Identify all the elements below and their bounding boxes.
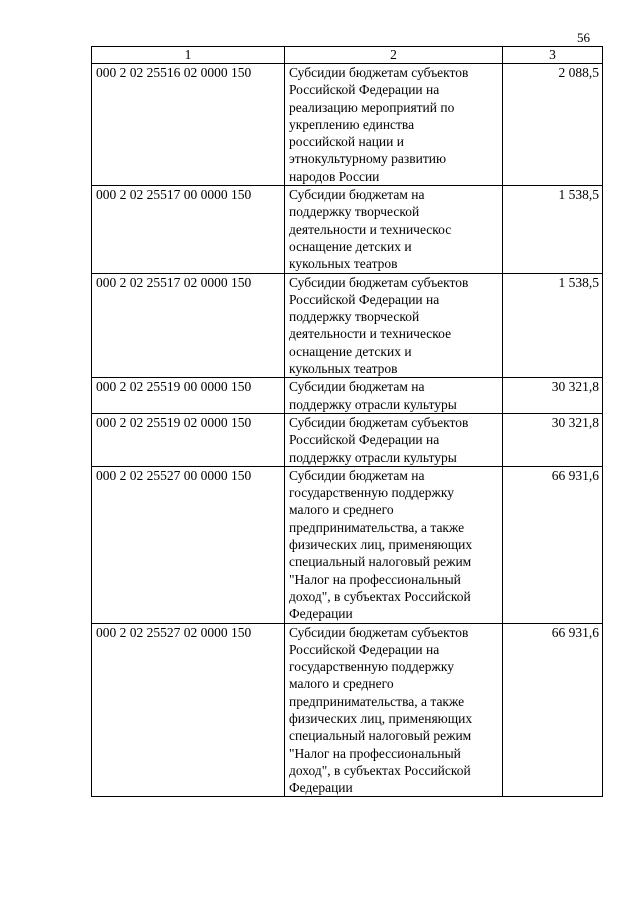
description-line: поддержку творческой xyxy=(289,204,420,220)
description-line: Российской Федерации на xyxy=(289,432,440,448)
description-line: малого и среднего xyxy=(289,502,394,518)
description-line: физических лиц, применяющих xyxy=(289,710,473,726)
description-line: "Налог на профессиональный xyxy=(289,571,461,587)
description-line: Субсидии бюджетам субъектов xyxy=(289,274,469,290)
description-line: государственную поддержку xyxy=(289,485,454,501)
column-header-name: 2 xyxy=(285,47,503,64)
budget-classification-code: 000 2 02 25517 02 0000 150 xyxy=(92,273,285,378)
description-line: Субсидии бюджетам субъектов xyxy=(289,414,469,430)
amount-value: 30 321,8 xyxy=(503,413,603,466)
description-line: этнокультурному развитию xyxy=(289,151,447,167)
budget-classification-code: 000 2 02 25517 00 0000 150 xyxy=(92,186,285,273)
amount-value: 30 321,8 xyxy=(503,378,603,414)
revenue-description xyxy=(285,273,503,378)
description-line: предпринимательства, а также xyxy=(289,519,465,535)
description-line: доход", в субъектах Российской xyxy=(289,762,471,778)
table-row xyxy=(92,413,603,466)
description-line: Российской Федерации на xyxy=(289,82,440,98)
description-line: специальный налоговый режим xyxy=(289,554,472,570)
table-row xyxy=(92,64,603,186)
description-line: деятельности и техническос xyxy=(289,221,452,237)
revenue-description xyxy=(285,413,503,466)
amount-value: 1 538,5 xyxy=(503,186,603,273)
revenue-description xyxy=(285,623,503,797)
description-line: государственную поддержку xyxy=(289,659,454,675)
column-header-code: 1 xyxy=(92,47,285,64)
amount-value: 66 931,6 xyxy=(503,466,603,623)
description-line: Субсидии бюджетам субъектов xyxy=(289,65,469,80)
description-line: поддержку отрасли культуры xyxy=(289,449,457,465)
table-row xyxy=(92,378,603,414)
description-line: Федерации xyxy=(289,780,353,796)
description-line: Субсидии бюджетам на xyxy=(289,467,425,483)
description-line: российской нации и xyxy=(289,134,404,150)
revenue-description xyxy=(285,378,503,414)
description-line: укреплению единства xyxy=(289,116,415,132)
description-line: малого и среднего xyxy=(289,676,394,692)
description-line: Субсидии бюджетам на xyxy=(289,379,425,395)
table-row xyxy=(92,623,603,797)
amount-value: 1 538,5 xyxy=(503,273,603,378)
revenue-description xyxy=(285,64,503,186)
budget-classification-code: 000 2 02 25527 00 0000 150 xyxy=(92,466,285,623)
budget-classification-code: 000 2 02 25519 00 0000 150 xyxy=(92,378,285,414)
description-line: Федерации xyxy=(289,606,353,622)
description-line: Субсидии бюджетам на xyxy=(289,187,425,203)
table-body xyxy=(92,64,603,797)
description-line: Субсидии бюджетам субъектов xyxy=(289,624,469,640)
budget-classification-code: 000 2 02 25527 02 0000 150 xyxy=(92,623,285,797)
column-header-amount: 3 xyxy=(503,47,603,64)
description-line: кукольных театров xyxy=(289,361,398,377)
description-line: реализацию мероприятий по xyxy=(289,99,455,115)
description-line: Российской Федерации на xyxy=(289,291,440,307)
description-line: предпринимательства, а также xyxy=(289,693,465,709)
budget-revenue-table xyxy=(91,46,603,797)
budget-classification-code: 000 2 02 25516 02 0000 150 xyxy=(92,64,285,186)
description-line: Российской Федерации на xyxy=(289,641,440,657)
revenue-description xyxy=(285,466,503,623)
revenue-description xyxy=(285,186,503,273)
description-line: оснащение детских и xyxy=(289,238,412,254)
description-line: кукольных театров xyxy=(289,256,398,272)
description-line: поддержку отрасли культуры xyxy=(289,396,457,412)
table-row xyxy=(92,186,603,273)
table-row xyxy=(92,273,603,378)
amount-value: 2 088,5 xyxy=(503,64,603,186)
description-line: физических лиц, применяющих xyxy=(289,537,473,553)
description-line: поддержку творческой xyxy=(289,309,420,325)
budget-classification-code: 000 2 02 25519 02 0000 150 xyxy=(92,413,285,466)
amount-value: 66 931,6 xyxy=(503,623,603,797)
page-number: 56 xyxy=(577,30,590,45)
description-line: оснащение детских и xyxy=(289,343,412,359)
description-line: деятельности и техническое xyxy=(289,326,452,342)
description-line: "Налог на профессиональный xyxy=(289,745,461,761)
description-line: специальный налоговый режим xyxy=(289,728,472,744)
table-header-row xyxy=(92,47,603,64)
table-row xyxy=(92,466,603,623)
description-line: доход", в субъектах Российской xyxy=(289,588,471,604)
description-line: народов России xyxy=(289,168,380,184)
